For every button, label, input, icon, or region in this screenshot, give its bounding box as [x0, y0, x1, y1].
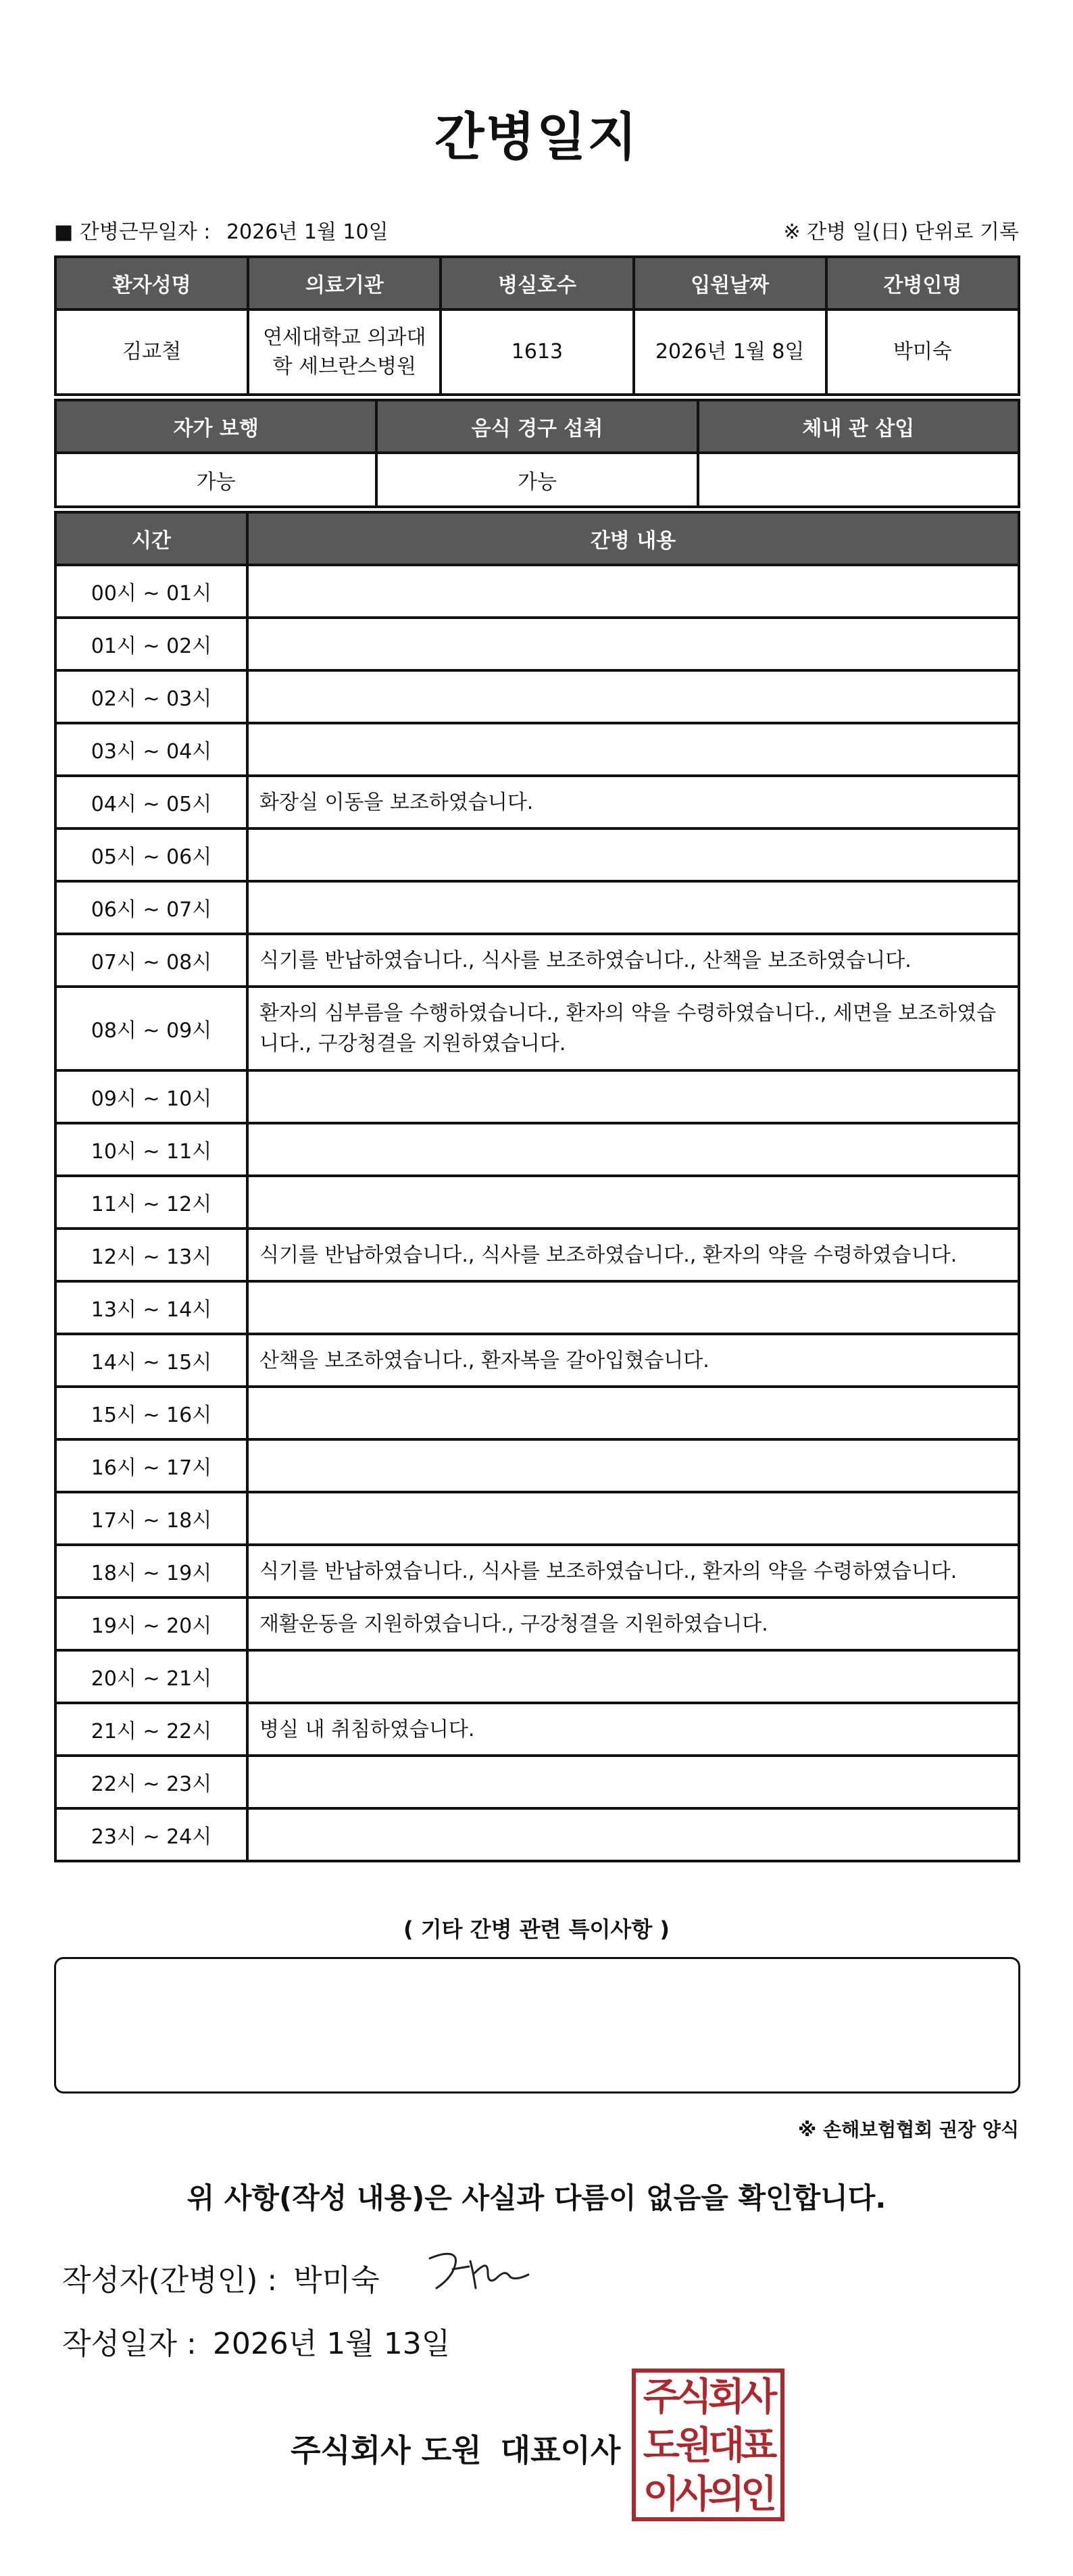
- log-content: [247, 1650, 1019, 1703]
- log-content: 병실 내 취침하였습니다.: [247, 1703, 1019, 1756]
- log-content: [247, 1176, 1019, 1229]
- log-content: [247, 1387, 1019, 1439]
- log-content: [247, 1123, 1019, 1176]
- log-time: 15시 ~ 16시: [55, 1387, 247, 1439]
- log-content: 산책을 보조하였습니다., 환자복을 갈아입혔습니다.: [247, 1334, 1019, 1387]
- table-row: [55, 1229, 1019, 1281]
- work-date-label: ■ 간병근무일자 :: [54, 220, 211, 244]
- tube-status: [698, 453, 1019, 507]
- log-time: 18시 ~ 19시: [55, 1545, 247, 1597]
- log-time: 11시 ~ 12시: [55, 1176, 247, 1229]
- form-source-note: ※ 손해보험협회 권장 양식: [798, 2119, 1019, 2141]
- log-time: 09시 ~ 10시: [55, 1070, 247, 1123]
- table-row: [55, 987, 1019, 1070]
- confirmation-statement: 위 사항(작성 내용)은 사실과 다름이 없음을 확인합니다.: [186, 2181, 887, 2214]
- table-row: [55, 1123, 1019, 1176]
- company-line: [291, 2426, 620, 2471]
- log-time: 16시 ~ 17시: [55, 1439, 247, 1492]
- representative-title: 대표이사: [500, 2432, 621, 2469]
- log-content: [247, 618, 1019, 670]
- log-content: [247, 1808, 1019, 1861]
- log-time: 14시 ~ 15시: [55, 1334, 247, 1387]
- handwritten-signature: [426, 2244, 534, 2298]
- patient-info-table: [54, 255, 1020, 396]
- log-time: 10시 ~ 11시: [55, 1123, 247, 1176]
- hospital-name: 연세대학교 의과대학 세브란스병원: [248, 309, 441, 395]
- company-name: 주식회사 도원: [291, 2432, 482, 2469]
- patient-status-table: [54, 399, 1020, 508]
- admission-date: 2026년 1월 8일: [634, 309, 826, 395]
- log-content: 화장실 이동을 보조하였습니다.: [247, 776, 1019, 828]
- log-content: [247, 1756, 1019, 1808]
- log-content: [247, 881, 1019, 934]
- log-time: 20시 ~ 21시: [55, 1650, 247, 1703]
- write-date-value: 2026년 1월 13일: [212, 2327, 451, 2361]
- write-date-line: [62, 2319, 450, 2362]
- log-content: 식기를 반납하였습니다., 식사를 보조하였습니다., 산책을 보조하였습니다.: [247, 934, 1019, 987]
- walking-status: 가능: [55, 453, 376, 507]
- log-time: 19시 ~ 20시: [55, 1597, 247, 1650]
- log-content: [247, 1439, 1019, 1492]
- log-content: 식기를 반납하였습니다., 식사를 보조하였습니다., 환자의 약을 수령하였습니다.: [247, 1229, 1019, 1281]
- log-time: 04시 ~ 05시: [55, 776, 247, 828]
- work-date: [54, 215, 389, 245]
- table-row: [55, 1492, 1019, 1545]
- table-row: [55, 1545, 1019, 1597]
- table-row: [55, 934, 1019, 987]
- log-content: [247, 1281, 1019, 1334]
- special-notes-title: ( 기타 간병 관련 특이사항 ): [403, 1916, 670, 1942]
- special-notes-box: [54, 1957, 1020, 2094]
- table-row: [55, 776, 1019, 828]
- log-content: 식기를 반납하였습니다., 식사를 보조하였습니다., 환자의 약을 수령하였습니다.: [247, 1545, 1019, 1597]
- table-row: [55, 1650, 1019, 1703]
- table-row: [55, 1387, 1019, 1439]
- caregiver-name: 박미숙: [826, 309, 1019, 395]
- table-row: [55, 881, 1019, 934]
- log-time: 13시 ~ 14시: [55, 1281, 247, 1334]
- log-content: [247, 828, 1019, 881]
- writer-line: [62, 2256, 380, 2299]
- log-time: 22시 ~ 23시: [55, 1756, 247, 1808]
- oral-intake-status: 가능: [376, 453, 697, 507]
- work-date-value: 2026년 1월 10일: [226, 220, 389, 244]
- table-row: [55, 1281, 1019, 1334]
- header-caregiver: 간병인명: [826, 257, 1019, 309]
- log-time: 17시 ~ 18시: [55, 1492, 247, 1545]
- table-row: [55, 1334, 1019, 1387]
- log-content: [247, 1070, 1019, 1123]
- log-time: 06시 ~ 07시: [55, 881, 247, 934]
- table-row: [55, 1597, 1019, 1650]
- header-oral-intake: 음식 경구 섭취: [376, 400, 697, 453]
- seal-text-line: 이사의인: [643, 2472, 774, 2517]
- log-time: 05시 ~ 06시: [55, 828, 247, 881]
- log-time: 21시 ~ 22시: [55, 1703, 247, 1756]
- header-admission-date: 입원날짜: [634, 257, 826, 309]
- table-row: [55, 1808, 1019, 1861]
- room-number: 1613: [441, 309, 633, 395]
- header-room: 병실호수: [441, 257, 633, 309]
- writer-name: 박미숙: [293, 2263, 380, 2298]
- table-row: [55, 1703, 1019, 1756]
- seal-text-line: 주식회사: [643, 2375, 774, 2419]
- table-row: [55, 618, 1019, 670]
- header-patient-name: 환자성명: [55, 257, 248, 309]
- log-content: [247, 1492, 1019, 1545]
- seal-text-line: 도원대표: [643, 2423, 774, 2468]
- record-note: ※ 간병 일(日) 단위로 기록: [783, 220, 1019, 244]
- write-date-label: 작성일자 :: [62, 2327, 197, 2361]
- header-tube: 체내 관 삽입: [698, 400, 1019, 453]
- log-time: 03시 ~ 04시: [55, 723, 247, 776]
- log-time: 12시 ~ 13시: [55, 1229, 247, 1281]
- table-row: [55, 565, 1019, 618]
- company-seal: [632, 2369, 784, 2521]
- patient-name: 김교철: [55, 309, 248, 395]
- table-row: [55, 828, 1019, 881]
- log-time: 07시 ~ 08시: [55, 934, 247, 987]
- log-content: [247, 565, 1019, 618]
- table-row: [55, 1176, 1019, 1229]
- header-walking: 자가 보행: [55, 400, 376, 453]
- log-time: 23시 ~ 24시: [55, 1808, 247, 1861]
- log-content: [247, 723, 1019, 776]
- log-content: 환자의 심부름을 수행하였습니다., 환자의 약을 수령하였습니다., 세면을 보조하였습니다., 구강청결을 지원하였습니다.: [247, 987, 1019, 1070]
- log-time: 01시 ~ 02시: [55, 618, 247, 670]
- table-row: [55, 723, 1019, 776]
- care-log-table: [54, 511, 1020, 1862]
- table-row: [55, 670, 1019, 723]
- header-hospital: 의료기관: [248, 257, 441, 309]
- table-row: [55, 1070, 1019, 1123]
- log-time: 02시 ~ 03시: [55, 670, 247, 723]
- writer-label: 작성자(간병인) :: [62, 2263, 278, 2298]
- header-care-content: 간병 내용: [247, 512, 1019, 565]
- log-content: [247, 670, 1019, 723]
- table-row: [55, 1439, 1019, 1492]
- document-title: 간병일지: [434, 107, 639, 167]
- log-time: 00시 ~ 01시: [55, 565, 247, 618]
- log-time: 08시 ~ 09시: [55, 987, 247, 1070]
- table-row: [55, 1756, 1019, 1808]
- log-content: 재활운동을 지원하였습니다., 구강청결을 지원하였습니다.: [247, 1597, 1019, 1650]
- header-time: 시간: [55, 512, 247, 565]
